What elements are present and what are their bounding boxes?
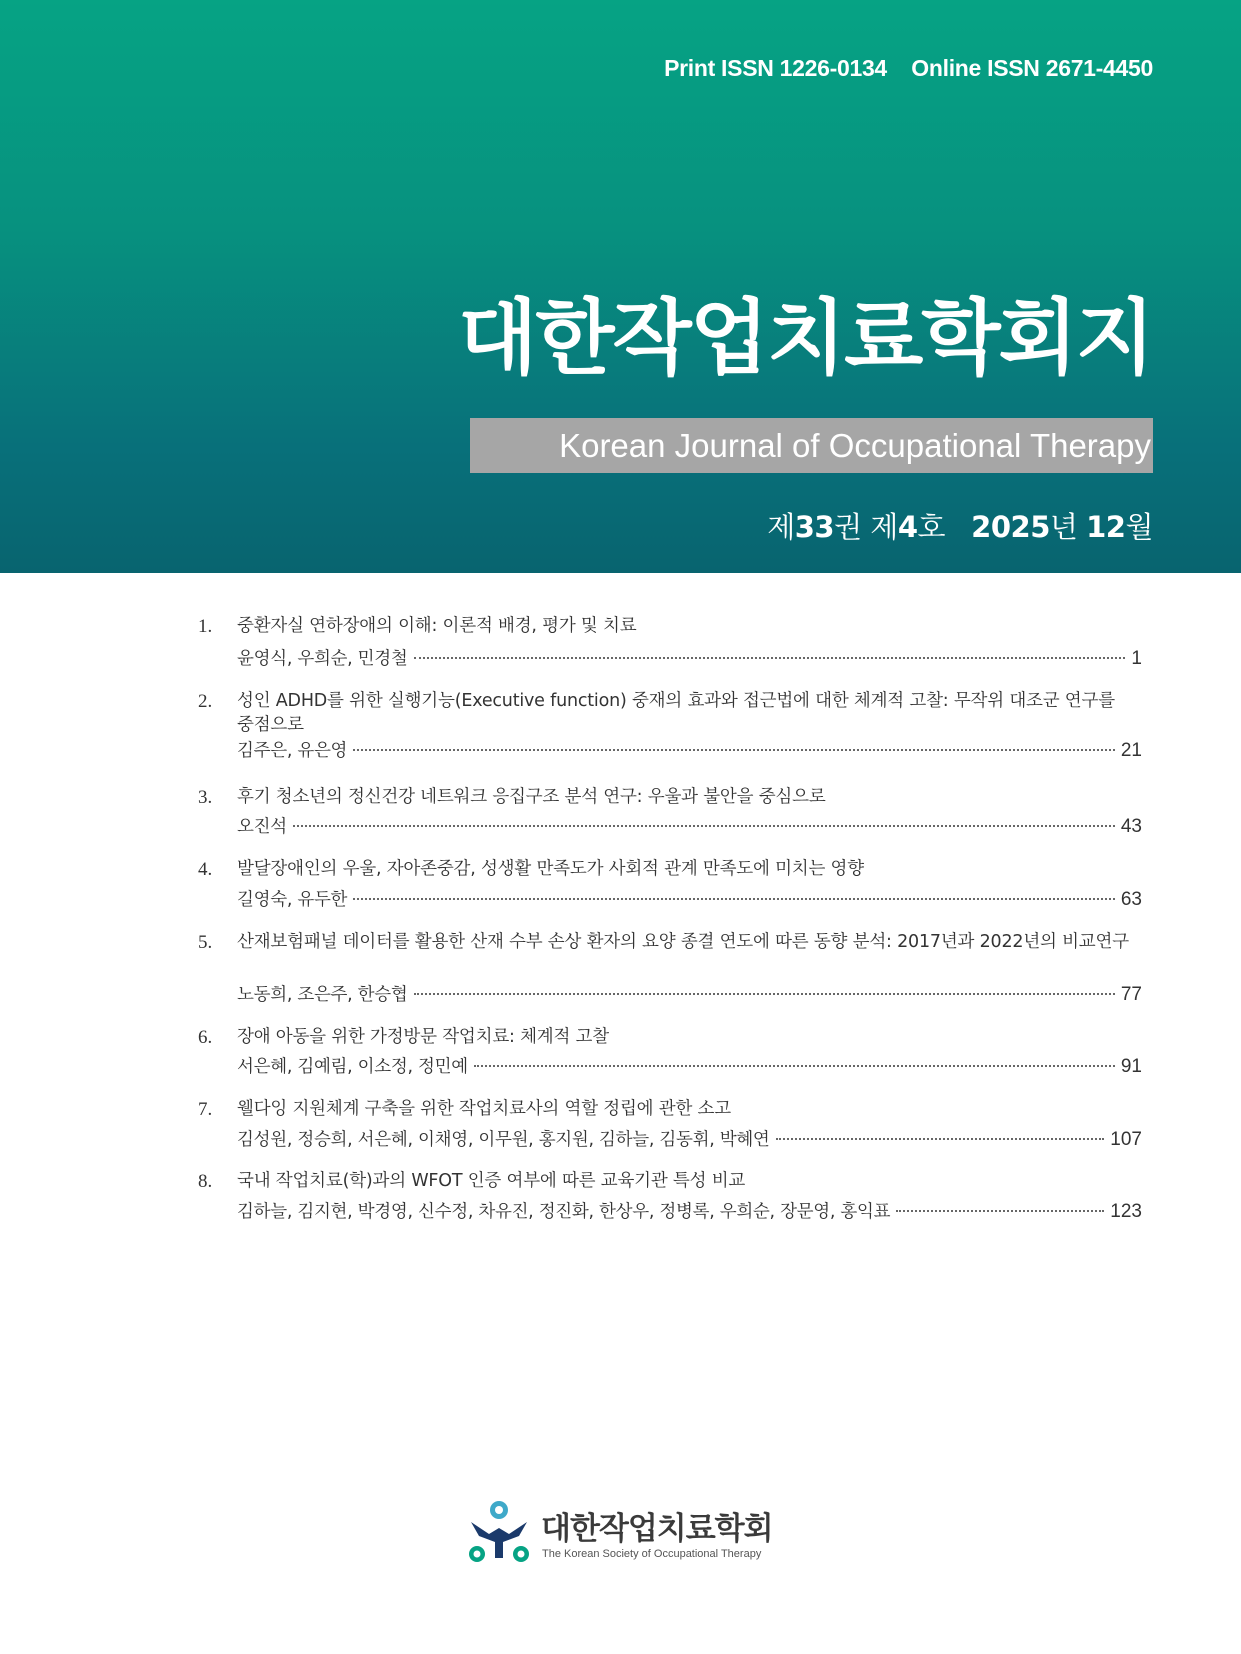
vol-suffix: 권 제 [834,510,898,544]
entry-page: 123 [1110,1201,1142,1222]
month-suffix: 월 [1125,510,1153,544]
leader-dots [414,993,1115,995]
entry-authors: 오진석 [237,817,287,837]
entry-authors: 길영숙, 유두한 [237,890,348,910]
entry-page: 63 [1120,889,1142,910]
vol-num: 33 [794,510,835,544]
vol-prefix: 제 [767,510,795,544]
leader-dots [353,898,1115,900]
entry-number: 4. [198,859,213,880]
leader-dots [474,1065,1115,1067]
leader-dots [896,1210,1104,1212]
entry-author-line [237,1053,1142,1077]
month: 12 [1086,510,1126,544]
entry-authors: 윤영식, 우희순, 민경철 [237,649,408,669]
entry-page: 77 [1120,984,1142,1005]
entry-title: 성인 ADHD를 위한 실행기능(Executive function) 중재의 효과와 접근법에 대한 체계적 고찰: 무작위 대조군 연구를 중점으로 [237,691,1115,735]
entry-number: 1. [198,616,213,637]
volume-issue-date [767,505,1153,546]
issue-suffix: 호 [917,510,972,544]
entry-page: 21 [1120,740,1142,761]
entry-page: 107 [1110,1129,1142,1150]
entry-number: 8. [198,1171,213,1192]
entry-author-line [237,737,1142,761]
leader-dots [353,749,1115,751]
entry-authors: 김하늘, 김지현, 박경영, 신수정, 차유진, 정진화, 한상우, 정병록, 우희순, 장문영, 홍익표 [237,1202,891,1222]
issn-text: Print ISSN 1226-0134 Online ISSN 2671-4450 [664,55,1153,81]
issue-num: 4 [897,510,918,544]
entry-authors: 김주은, 유은영 [237,741,348,761]
entry-title: 발달장애인의 우울, 자아존중감, 성생활 만족도가 사회적 관계 만족도에 미치는 영향 [237,859,864,879]
entry-title: 웰다잉 지원체계 구축을 위한 작업치료사의 역할 정립에 관한 소고 [237,1099,731,1119]
society-name-korean: 대한작업치료학회 [541,1511,773,1547]
entry-author-line [237,981,1142,1005]
entry-title: 중환자실 연하장애의 이해: 이론적 배경, 평가 및 치료 [237,616,637,636]
year: 2025 [971,510,1050,544]
entry-authors: 서은혜, 김예림, 이소정, 정민예 [237,1057,468,1077]
leader-dots [776,1138,1105,1140]
journal-title-english: Korean Journal of Occupational Therapy [559,427,1151,464]
journal-title-english-bar [470,418,1153,473]
society-name-english: The Korean Society of Occupational Therapy [542,1548,762,1560]
entry-number: 2. [198,691,213,712]
entry-page: 91 [1120,1056,1142,1077]
entry-author-line [237,886,1142,910]
entry-number: 6. [198,1027,213,1048]
entry-authors: 김성원, 정승희, 서은혜, 이채영, 이무원, 홍지원, 김하늘, 김동휘, 박혜연 [237,1130,770,1150]
entry-author-line [237,813,1142,837]
entry-page: 43 [1120,816,1142,837]
leader-dots [414,657,1126,659]
entry-title: 산재보험패널 데이터를 활용한 산재 수부 손상 환자의 요양 종결 연도에 따른 동향 분석: 2017년과 2022년의 비교연구 [237,932,1129,952]
entry-number: 7. [198,1099,213,1120]
entry-number: 3. [198,787,213,808]
journal-title-korean: 대한작업치료학회지 [458,291,1153,386]
entry-number: 5. [198,932,213,953]
cover-header [0,0,1241,573]
entry-author-line [237,1126,1142,1150]
entry-title: 장애 아동을 위한 가정방문 작업치료: 체계적 고찰 [237,1027,609,1047]
entry-authors: 노동희, 조은주, 한승협 [237,985,408,1005]
entry-page: 1 [1131,648,1142,669]
entry-author-line [237,645,1142,669]
year-suffix: 년 [1049,510,1087,544]
entry-title: 국내 작업치료(학)과의 WFOT 인증 여부에 따른 교육기관 특성 비교 [237,1171,746,1191]
leader-dots [293,825,1115,827]
society-logo-icon [459,1500,539,1570]
entry-author-line [237,1198,1142,1222]
entry-title: 후기 청소년의 정신건강 네트워크 응집구조 분석 연구: 우울과 불안을 중심으로 [237,787,826,807]
